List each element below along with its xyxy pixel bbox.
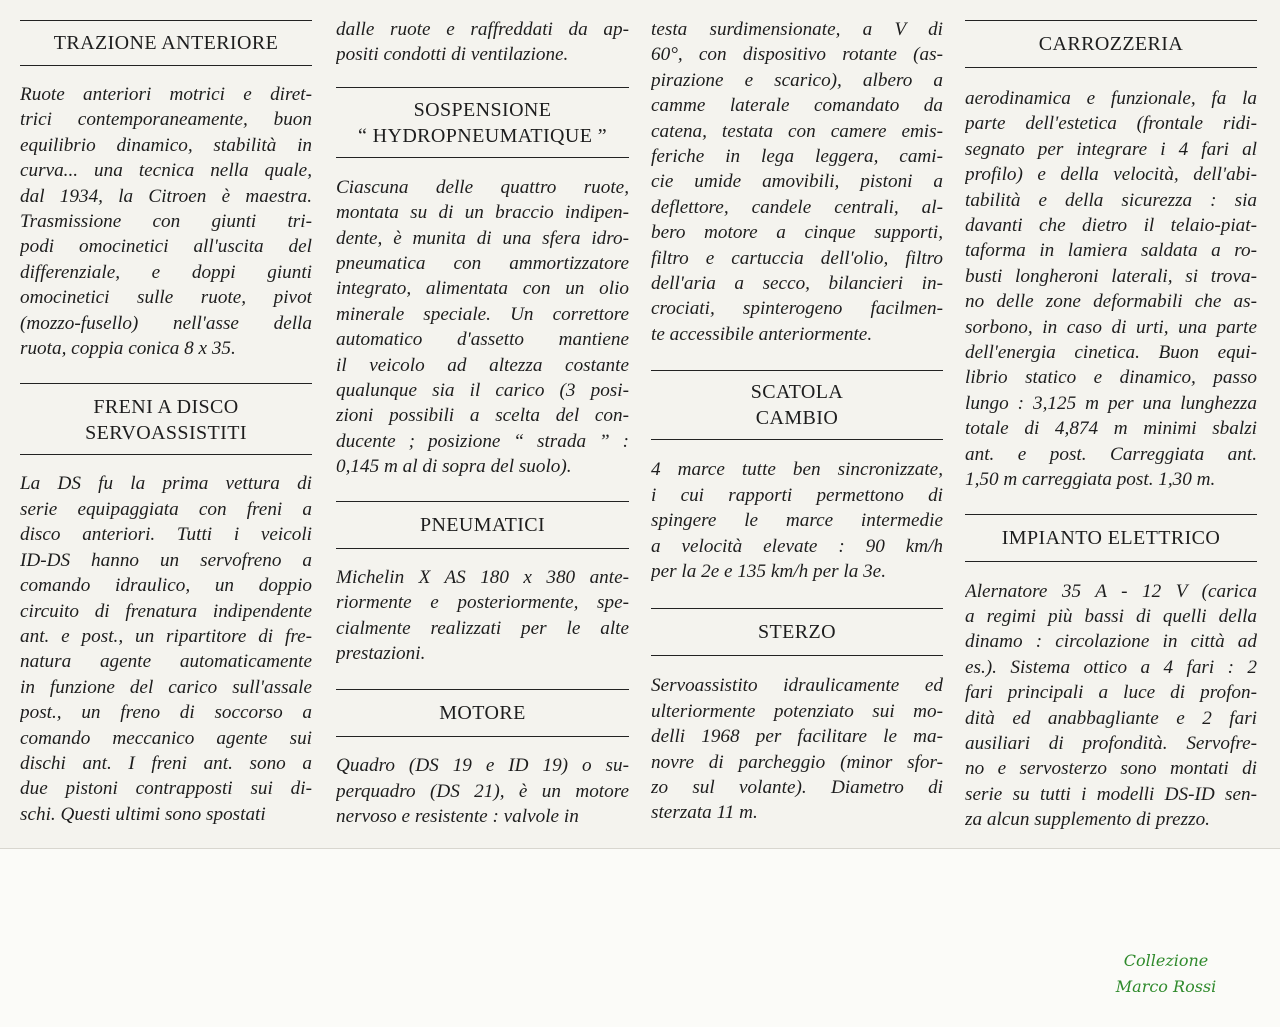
heading-text-line-1: SOSPENSIONE [413,98,552,121]
paragraph-line: in funzione del carico sull'assale [20,676,312,698]
paragraph-line: 1,50 m carreggiata post. 1,30 m. [965,469,1216,491]
heading-text: STERZO [758,621,836,644]
heading-text: PNEUMATICI [419,513,546,536]
column-4 [965,0,1257,845]
paragraph-line: tabilità e della sicurezza : sia [965,189,1257,211]
heading-freni-a-disco [20,383,312,455]
paragraph-line: dalle ruote e raffreddati da ap- [336,19,629,40]
paragraph-line: Servoassistito idraulicamente ed [651,675,943,697]
paragraph-line: Quadro (DS 19 e ID 19) o su- [336,755,629,777]
paragraph-line: feriche in lega leggera, cami- [651,146,943,168]
paragraph-line: curva... una tecnica nella quale, [20,160,312,182]
heading-carrozzeria [965,20,1257,68]
heading-text: CARROZZERIA [1038,33,1184,55]
paragraph-line: ID-DS hanno un servofreno a [20,549,312,571]
column-3 [651,0,943,845]
paragraph-line: Alernatore 35 A - 12 V (carica [965,580,1257,602]
paragraph-line: davanti che dietro il telaio-piat- [965,215,1257,237]
paragraph-scatola-cambio [651,457,943,584]
heading-text: IMPIANTO ELETTRICO [1001,526,1221,549]
paragraph-trazione [20,82,312,361]
stamp-line-1: Collezione [1123,951,1209,970]
paragraph-line: segnato per integrare i 4 fari al [965,138,1257,160]
paragraph-line: ant. e post., un ripartitore di fre- [20,625,312,647]
paragraph-line: crociati, spinterogeno facilmen- [651,298,943,320]
paragraph-line: Michelin X AS 180 x 380 ante- [336,566,629,588]
paragraph-line: sterzata 11 m. [651,802,758,824]
paragraph-line: aerodinamica e funzionale, fa la [965,88,1257,109]
paragraph-line: dità ed anabbagliante e 2 fari [965,707,1257,729]
paragraph-line: schi. Questi ultimi sono spostati [20,803,266,825]
paragraph-line: differenziale, e doppi giunti [20,261,312,283]
paragraph-line: bero motore a cinque supporti, [651,222,943,244]
paragraph-line: dente, è munita di una sfera idro- [336,227,629,249]
paragraph-line: ruota, coppia conica 8 x 35. [20,338,236,360]
paragraph-line: deflettore, candele centrali, al- [651,196,943,218]
heading-text-line-1: FRENI A DISCO [93,396,239,419]
paragraph-line: serie su tutti i modelli DS-ID sen- [965,783,1257,805]
paragraph-line: sorbono, in caso di urti, una parte [965,316,1257,338]
paragraph-line: pirazione e scarico), albero a [651,69,943,91]
paragraph-line: a regimi più bassi di quelli della [965,605,1257,627]
paragraph-carrozzeria [965,86,1257,493]
heading-scatola-cambio [651,370,943,440]
paragraph-line: pneumatica con ammortizzatore [336,253,629,275]
paragraph-line: i cui rapporti permettono di [651,484,943,506]
paragraph-line: natura agente automaticamente [20,651,312,673]
heading-pneumatici [336,501,629,549]
paragraph-pneumatici [336,565,629,667]
paragraph-line: camme laterale comandato da [651,95,943,117]
paragraph-line: nervoso e resistente : valvole in [336,806,579,828]
paragraph-line: a velocità elevate : 90 km/h [651,535,943,557]
paragraph-line: profilo) e della velocità, dell'abi- [965,164,1257,186]
paragraph-freni [20,471,312,827]
paragraph-line: serie equipaggiata con freni a [20,498,312,520]
paragraph-line: per la 2e e 135 km/h per la 3e. [651,560,886,582]
paragraph-line: Ciascuna delle quattro ruote, [336,176,629,198]
paragraph-line: equilibrio dinamico, stabilità in [20,134,312,156]
paragraph-line: ant. e post. Carreggiata ant. [965,443,1257,465]
paragraph-line: spingere le marce intermedie [651,510,943,532]
paragraph-line: qualunque sia il carico (3 posi- [336,380,629,402]
paragraph-line: novre di parcheggio (minor sfor- [651,751,943,773]
paragraph-line: (mozzo-fusello) nell'asse della [20,312,312,334]
paragraph-line: podi omocinetici all'uscita del [20,236,312,258]
column-1 [20,0,312,845]
paragraph-line: zo sul volante). Diametro di [651,776,943,798]
paragraph-line: due pistoni contrapposti sui di- [20,778,312,800]
paragraph-line: dell'energia cinetica. Buon equi- [965,342,1257,364]
paragraph-line: automatico d'assetto mantiene [336,329,629,351]
paragraph-line: delli 1968 per facilitare le ma- [651,726,943,748]
paragraph-sterzo [651,673,943,825]
paragraph-line: ducente ; posizione “ strada ” : [336,430,629,452]
heading-text: MOTORE [439,702,526,725]
paragraph-line: totale di 4,874 m minimi sbalzi [965,418,1257,440]
paragraph-line: La DS fu la prima vettura di [20,473,312,495]
paragraph-line: zioni possibili a scelta del con- [336,405,629,427]
paragraph-line: omocinetici sulle ruote, pivot [20,287,312,309]
paragraph-freni-continued [336,17,629,68]
paragraph-line: lungo : 3,125 m per una lunghezza [965,392,1257,414]
paragraph-line: catena, testata con camere emis- [651,120,943,142]
paragraph-sospensione [336,175,629,480]
column-2 [336,0,629,845]
heading-motore [336,689,629,737]
paragraph-line: dal 1934, la Citroen è maestra. [20,185,312,207]
heading-impianto-elettrico [965,514,1257,562]
paragraph-line: te accessibile anteriormente. [651,323,873,345]
paragraph-line: taforma in lamiera saldata a ro- [965,240,1257,262]
paragraph-line: ulteriormente potenziato sui mo- [651,700,943,722]
heading-text: TRAZIONE ANTERIORE [53,32,279,54]
paragraph-line: minerale speciale. Un correttore [336,303,629,325]
paragraph-line: librio statico e dinamico, passo [965,367,1257,389]
heading-text-line-2: SERVOASSISTITI [85,422,247,445]
paragraph-line: perquadro (DS 21), è un motore [336,780,629,802]
heading-text-line-1: SCATOLA [750,381,844,404]
paragraph-line: za alcun supplemento di prezzo. [965,809,1210,831]
paragraph-line: es.). Sistema ottico a 4 fari : 2 [965,656,1257,678]
paragraph-line: busti longheroni laterali, si trova- [965,265,1257,287]
paragraph-line: prestazioni. [336,642,426,664]
paragraph-line: no e servosterzo sono montati di [965,758,1257,780]
paragraph-line: cie umide amovibili, pistoni a [651,171,943,193]
paragraph-line: comando meccanico agente sui [20,727,312,749]
stamp-line-2: Marco Rossi [1115,977,1217,996]
paragraph-line: post., un freno di soccorso a [20,702,312,724]
paragraph-line: Trasmissione con giunti tri- [20,211,312,233]
paragraph-line: riormente e posteriormente, spe- [336,592,629,614]
heading-trazione-anteriore [20,20,312,66]
paragraph-line: positi condotti di ventilazione. [336,44,569,66]
paragraph-line: dinamo : circolazione in città ad [965,631,1257,653]
paragraph-line: 4 marce tutte ben sincronizzate, [651,459,943,481]
paragraph-line: disco anteriori. Tutti i veicoli [20,524,312,546]
paragraph-line: filtro e cartuccia dell'olio, filtro [651,247,943,269]
paragraph-line: testa surdimensionate, a V di [651,19,943,40]
heading-text-line-2: CAMBIO [755,407,839,430]
paragraph-line: ausiliari di profondità. Servofre- [965,732,1257,754]
paragraph-line: dischi ant. I freni ant. sono a [20,752,312,774]
collection-stamp [1096,948,1236,1000]
paragraph-line: 0,145 m al di sopra del suolo). [336,456,572,478]
paragraph-line: comando idraulico, un doppio [20,575,312,597]
paragraph-line: no delle zone deformabili che as- [965,291,1257,313]
paragraph-motore-continued [651,17,943,347]
paragraph-line: 60°, con dispositivo rotante (as- [651,44,943,66]
paragraph-line: trici contemporaneamente, buon [20,109,312,131]
paragraph-impianto-elettrico [965,579,1257,833]
paragraph-line: Ruote anteriori motrici e diret- [20,84,312,105]
heading-sospensione [336,87,629,158]
paragraph-line: dell'aria a secco, bilancieri in- [651,273,943,295]
paragraph-line: integrato, alimentata con un olio [336,278,629,300]
paragraph-line: cialmente realizzati per le alte [336,617,629,639]
heading-text-line-2: “ HYDROPNEUMATIQUE ” [357,124,608,147]
paragraph-line: montata su di un braccio indipen- [336,202,629,224]
paragraph-line: fari principali a luce di profon- [965,682,1257,704]
paragraph-line: parte dell'estetica (frontale ridi- [965,113,1257,135]
heading-sterzo [651,608,943,656]
paragraph-line: circuito di frenatura indipendente [20,600,312,622]
paragraph-line: il veicolo ad altezza costante [336,354,629,376]
paragraph-motore [336,753,629,829]
